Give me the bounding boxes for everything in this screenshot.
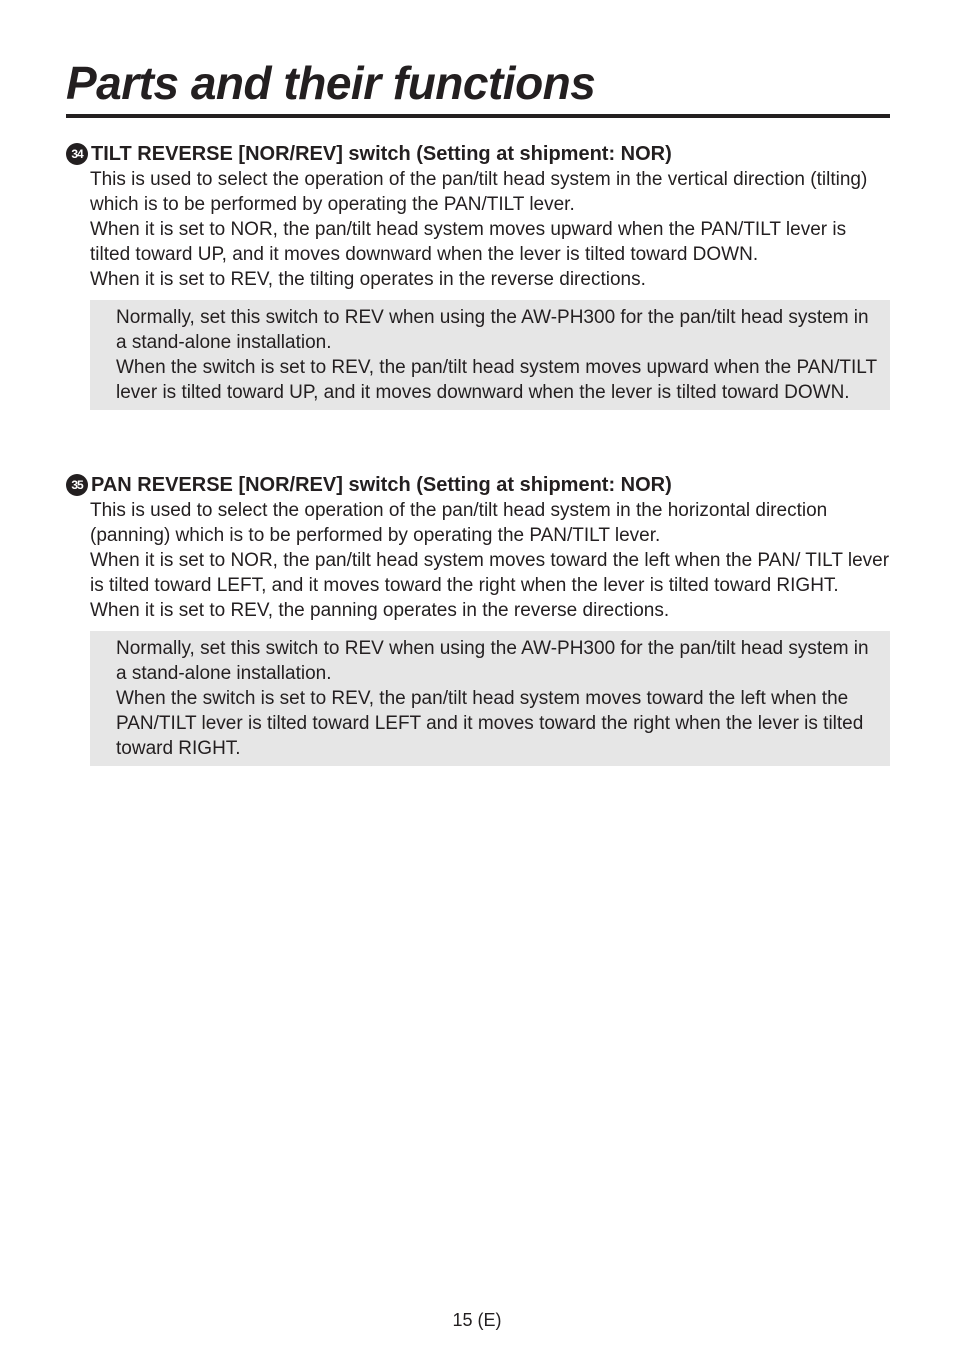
section-pan-reverse — [66, 472, 890, 766]
note-paragraph: When the switch is set to REV, the pan/tilt head system moves toward the left when the PAN/TILT lever is tilted toward LEFT and it moves toward the right when the lever is tilted toward RIGHT. — [116, 688, 864, 759]
section-body — [90, 167, 890, 292]
section-tilt-reverse — [66, 141, 890, 410]
note-paragraph: When the switch is set to REV, the pan/tilt head system moves upward when the PAN/TILT lever is tilted toward UP, and it moves downward when the lever is tilted toward DOWN. — [116, 357, 877, 403]
paragraph: When it is set to NOR, the pan/tilt head system moves toward the left when the PAN/ TILT lever is tilted toward LEFT, and it moves toward the right when the lever is tilted toward RIGHT. When it is set to REV, the panning operates in the reverse directions. — [90, 550, 890, 621]
paragraph: When it is set to REV, the tilting operates in the reverse directions. — [90, 269, 646, 290]
section-heading — [66, 141, 890, 167]
note-box — [90, 631, 890, 766]
section-heading-text: TILT REVERSE [NOR/REV] switch (Setting at shipment: NOR) — [91, 142, 672, 165]
page-number: 15 (E) — [452, 1310, 502, 1330]
note-box — [90, 300, 890, 410]
section-heading-text: PAN REVERSE [NOR/REV] switch (Setting at shipment: NOR) — [91, 473, 672, 496]
note-paragraph: Normally, set this switch to REV when using the AW-PH300 for the pan/tilt head system in a stand-alone installation. — [116, 307, 869, 353]
paragraph: When it is set to NOR, the pan/tilt head system moves upward when the PAN/TILT lever is tilted toward UP, and it moves downward when the lever is tilted toward DOWN. — [90, 219, 847, 265]
item-number-badge: 35 — [66, 474, 88, 496]
paragraph: This is used to select the operation of the pan/tilt head system in the vertical direction (tilting) which is to be performed by operating the PAN/TILT lever. — [90, 169, 868, 215]
paragraph: This is used to select the operation of the pan/tilt head system in the horizontal direction (panning) which is to be performed by operating the PAN/TILT lever. — [90, 500, 828, 546]
section-heading — [66, 472, 890, 498]
section-body — [90, 498, 890, 623]
item-number-badge: 34 — [66, 143, 88, 165]
page-title: Parts and their functions — [66, 57, 596, 109]
note-paragraph: Normally, set this switch to REV when using the AW-PH300 for the pan/tilt head system in a stand-alone installation. — [116, 638, 869, 684]
title-divider — [66, 114, 890, 118]
